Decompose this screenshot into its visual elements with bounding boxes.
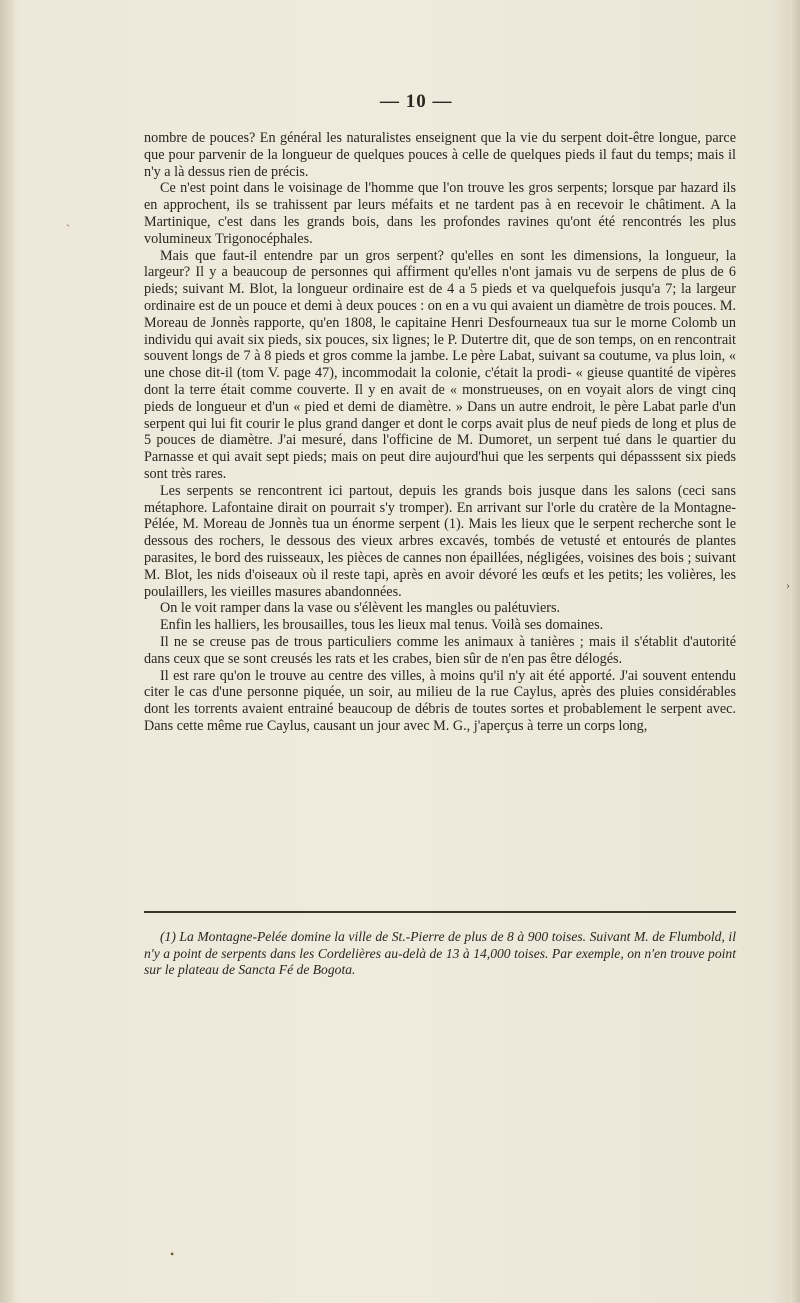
- paragraph-3: Mais que faut-il entendre par un gros serpent? qu'elles en sont les dimensions, la longueur, la largeur? Il y a beaucoup de personnes qui affirment qu'elles n'ont jamais vu de serpens de plus de 6 pieds; suivant M. Blot, la longueur ordinaire est de 4 a 5 pieds et va quelquefois jusqu'a 7; la largeur ordinaire est de un pouce et demi à deux pouces : on en a vu qui avaient un diamètre de trois pouces. M. Moreau de Jonnès rapporte, qu'en 1808, le capitaine Henri Desfourneaux tua sur le morne Colomb un individu qui avait six pieds, six pouces, six lignes; le P. Dutertre dit, que de son temps, on en rencontrait souvent longs de 7 à 8 pieds et gros comme la jambe. Le père Labat, suivant sa coutume, va plus loin, « une chose dit-il (tom V. page 47), incommodait la colonie, c'était la prodi- « gieuse quantité de vipères dont la terre était comme couverte. Il y en avait de « monstrueuses, on en voyait alors de vingt cinq pieds de longueur et d'un « pied et demi de diamètre. » Dans un autre endroit, le père Labat parle d'un serpent qui lui fit courir le plus grand danger et dont le corps avait plus de neuf pieds de long et plus de 5 pouces de diamètre. J'ai mesuré, dans l'officine de M. Dumoret, un serpent tué dans le quartier du Parnasse et qui avait sept pieds; mais on peut dire aujourd'hui que les serpents qui dépasssent six pieds sont très rares.: [144, 247, 736, 482]
- paragraph-8: Il est rare qu'on le trouve au centre des villes, à moins qu'il n'y ait été apporté. J'ai souvent entendu citer le cas d'une personne piquée, un soir, au milieu de la rue Caylus, après des pluies considérables dont les torrents avaient entrainé beaucoup de débris de toutes sortes et probablement le serpent avec. Dans cette même rue Caylus, causant un jour avec M. G., j'aperçus à terre un corps long,: [144, 667, 736, 734]
- paragraph-7: Il ne se creuse pas de trous particuliers comme les animaux à tanières ; mais il s'établit d'autorité dans ceux que se sont creusés les rats et les crabes, bien sûr de n'en pas être délogés.: [144, 633, 736, 667]
- margin-arrow-mark: ›: [786, 578, 790, 592]
- page-binding-edge: [0, 0, 14, 1303]
- paragraph-2: Ce n'est point dans le voisinage de l'homme que l'on trouve les gros serpents; lorsque par hazard ils en approchent, ils se trahissent par leurs méfaits et ne tardent pas à en recevoir le châtiment. A la Martinique, c'est dans les grands bois, dans les profondes ravines qu'ont été rencontrés les plus volumineux Trigonocéphales.: [144, 180, 736, 247]
- footnote-divider: [144, 911, 736, 913]
- body-text: [144, 130, 736, 735]
- paragraph-1: nombre de pouces? En général les naturalistes enseignent que la vie du serpent doit-être longue, parce que pour parvenir de la longueur de quelques pouces à celle de quelques pieds il faut du temps; mais il n'y a là dessus rien de précis.: [144, 130, 736, 180]
- paragraph-6: Enfin les halliers, les brousailles, tous les lieux mal tenus. Voilà ses domaines.: [160, 617, 604, 634]
- page-right-edge: [790, 0, 800, 1303]
- ink-blot-mark: •: [170, 1247, 175, 1261]
- ink-speck-mark: `: [66, 222, 70, 236]
- page-number: — 10 —: [380, 91, 453, 112]
- paragraph-4: Les serpents se rencontrent ici partout, depuis les grands bois jusque dans les salons (ceci sans métaphore. Lafontaine dirait on pourrait s'y tromper). En arrivant sur l'orle du cratère de la Montagne-Pélée, M. Moreau de Jonnès tua un énorme serpent (1). Mais les lieux que le serpent recherche sont le dessous des rochers, le dessous des vieux arbres excavés, tombés de vetusté et entourés de plantes parasites, le bord des ruisseaux, les pièces de cannes non épaillées, négligées, voisines des bois ; suivant M. Blot, les nids d'oiseaux où il reste tapi, après en avoir dévoré les œufs et les petits; les volières, les poulaillers, les vieilles masures abandonnées.: [144, 482, 736, 600]
- paragraph-5: On le voit ramper dans la vase ou s'élèvent les mangles ou palétuviers.: [160, 600, 561, 617]
- footnote: (1) La Montagne-Pelée domine la ville de St.-Pierre de plus de 8 à 900 toises. Suivant M. de Flumbold, il n'y a point de serpents dans les Cordelières au-delà de 13 à 14,000 toises. Par exemple, on n'en trouve point sur le plateau de Sancta Fé de Bogota.: [144, 929, 736, 977]
